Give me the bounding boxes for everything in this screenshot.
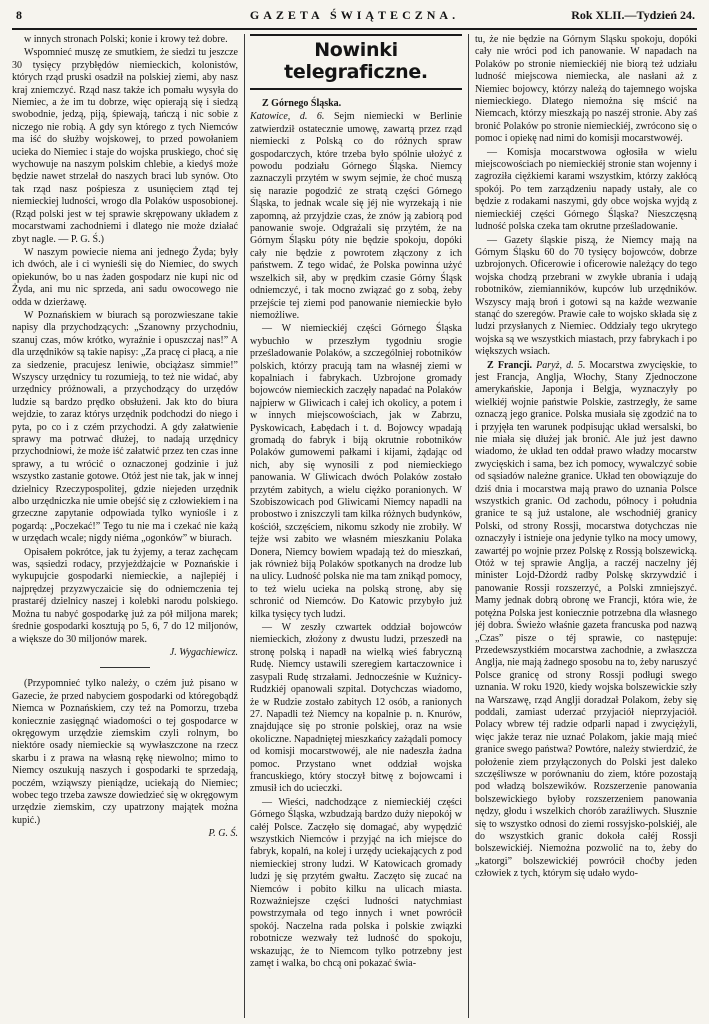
article-paragraph: — Wieści, nadchodzące z niemieckiéj części Górnego Śląska, wzbudzają bardzo duży niepokój w całéj Polsce. Zaczęło się domagać, aby wypędzić wszystkich Niemców i przyjąć na ich miejsce do fabryk, kopalń, na kolej i urzędy uciekających z pod niemieckiej strony ludzi. W Katowicach gromady ludzi ję się przytém gwałtu. Zaczęto się zucać na Niemców i pobito kilku na ulicach miasta. Rozważniejsze części ludności natychmiast powstrzymała od tego innych i wnet powrócił spokój. Naczelna rada polska i polskie związki robotnicze wezwały też ludność do spokoju, wskazując, że to Niemcom tylko potrzebny jest zamęt i walka, bo chcą oni pokazać świa-	[250, 796, 462, 970]
article-paragraph: — W zeszły czwartek oddział bojowców niemieckich, złożony z dwustu ludzi, przeszedł na stronę polską i napadł na wielką wieś fabryczną Rudę. Niemcy ustawili szeregiem kartaczownice i zasypali Rudę strzałami. Jednocześnie w Kuźnicy-Rudzkiéj opanowali szpital. Dotychczas wiadomo, że w Rudzie zostało zabitych 12 osób, a ranionych 27. Napadli też Niemcy na kopalnie p. n. Knurów, znajdujące się po stronie polskiej, oraz na wsie okoliczne. Napadniętej mieszkańcy zażądali pomocy od komisji mocarstwowéj, ale nie nadeszła żadna pomoc. Przystano wnet oddział wojska francuskiego, który stoczył bitwę z bojowcami i zmusił ich do ucieczki.	[250, 622, 462, 795]
newspaper-title: GAZETA ŚWIĄTECZNA.	[249, 8, 460, 22]
article-paragraph: Wspomnieć muszę ze smutkiem, że siedzi tu jeszcze 30 tysięcy przybłędów niemieckich, kolonistów, których rząd pruski osadził na polskiej ziemi, aby nasz kraj zniemczyć. Rząd nasz także ich pomału wysyła do Niemiec, a że im tu dobrze, więc opierają się i siedzą swobodnie, jedzą, piją, śpiewają, tańczą i nic sobie z niczego nie robią. A gdy syn którego z tych Niemców ma iść do służby wojskowej, to przed powołaniem ucieka do Niemiec i staje do wojska pruskiego, choć się wychowuje na naszym polskim chlebie, a kiedyś może będzie nawet strzelał do naszych braci lub synów. Oto tak rząd nasz pośpiesza z usunięciem ztąd tej niemieckiej ludności, wrogo dla Polaków usposobionej. (Rząd polski jest w tej sprawie skrępowany układem z mocarstwami zachodniemi i dlatego nie może działać zbyt nagle. — P. G. Ś.)	[12, 47, 238, 245]
subsection-heading: Z Górnego Śląska.	[262, 98, 342, 109]
issue-info: Rok XLII.—Tydzień 24.	[571, 8, 695, 22]
section-headline: Nowinki telegraficzne.	[250, 34, 462, 90]
dateline: Katowice, d. 6.	[250, 111, 325, 123]
editorial-note: (Przypomnieć tylko należy, o czém już pisano w Gazecie, że przed nabyciem gospodarki od któregobądź Niemca w Poznańskiem, czy też na Pomorzu, trzeba koniecznie zasięgnąć wiadomości o tej gospodarce w okręgowym urzędzie ziemskim czyli rolnym, bo niektóre osady niemieckie są wywłaszczone na rzecz skarbu i z prawa na własną rękę niewolno; mimo to Niemcy oszukują naszych i gospodarki te sprzedają, poczém, wziąwszy pieniądze, uciekają do Niemiec; wobec tego trzeba zawsze dowiedzieć się w okręgowym urzędzie ziemskim, czy upatrzony majątek można kupić.)	[12, 678, 238, 826]
section-separator	[100, 667, 150, 668]
page-number: 8	[16, 8, 22, 22]
article-paragraph: W naszym powiecie niema ani jednego Żyda; były ich dwóch, ale i ci wynieśli się do Niemiec, do swych opiekunów, bo u nas żaden gospodarz nie kupi nic od Żyda, ani mu nic sprzeda, ani sadu owocowego nie odda w dzierżawę.	[12, 246, 238, 308]
column-1	[12, 34, 238, 1018]
article-paragraph: — Gazety śląskie piszą, że Niemcy mają na Górnym Śląsku 60 do 70 tysięcy bojowców, dobrze uzbrojonych. Oficerowie i oficerowie należący do tego wojska chodzą przebrani w zwykłe ubrania i udają robotników, ziemianników, kupców lub urzędników. Wszyscy mają broń i gotowi są na każde wezwanie stanąć do szeregów. Prawie całe to wojsko składa się z ludzi przysłanych z Niemiec. Oddziały tego ukrytego wojska są we wszystkich miastach, przy fabrykach i po większych wsiach.	[475, 234, 697, 358]
masthead	[12, 6, 697, 30]
author-signature: J. Wygachiewicz.	[169, 646, 238, 658]
article-paragraph	[250, 111, 462, 322]
article-paragraph: — Komisja mocarstwowa ogłosiła w wielu miejscowościach po niemieckiéj stronie stan wojenny i zagroziła ciężkiemi karami wszystkim, którzy zakłócą spokój. Po tem zarządzeniu napady ustały, ale co będzie z rodakami naszymi, gdy obce wojska wyjdą z niemieckiéj części Górnego Śląska? Nieszczęsną ludność polska czeka tam okrutne prześladowanie.	[475, 146, 697, 233]
subsection-heading: Z Francji.	[487, 359, 532, 371]
column-3	[475, 34, 697, 1018]
column-divider	[244, 34, 245, 1018]
article-paragraph: tu, że nie będzie na Górnym Śląsku spokoju, dopóki cały nie wróci pod ich panowanie. W napadach na Polaków po stronie niemieckiéj nie biorą też udziału ludność miejscowa niemiecka, ale nasłani aż z Niemiec bojowcy, którzy należą do tajemnego wojska niemieckiego. Dlatego niemożna się mścić na Niemcach, którzy mieszkają po naszéj stronie. Aby zaś bronić Polaków po stronie niemieckiéj, zwrócono się o pomoc i opiekę nad nimi do komisji mocarstwowéj.	[475, 34, 697, 145]
column-divider	[468, 34, 469, 1018]
article-paragraph: Opisałem pokrótce, jak tu żyjemy, a teraz zachęcam was, sąsiedzi rodacy, przyjeżdżajcie w Poznańskie i wykupujcie gospodarki niemieckie, a najlepiéj i najprędzej przyzwyczaicie się do odniemczenia tej prastaréj dzielnicy naszej i kolebki narodu polskiego. Można tu nabyć gospodarkę już za pół miljona marek; średnie gospodarki kosztują po 5, 6, 7 do 12 miljonów, a większe do 30 miljonów marek.	[12, 546, 238, 645]
article-paragraph: — W niemieckiéj części Górnego Śląska wybuchło w przeszłym tygodniu srogie prześladowanie Polaków, a szczególniej robotników polskich, którzy pracują tam na własnéj ziemi w kopalniach i fabrykach. Uzbrojone gromady bojowców niemieckich zaczęły napadać na Polaków najpierw w Gliwicach i całej ich okolicy, a potem i w innych miejscowościach, jak w Zabrzu, Pyskowicach, Łabędach i t. d. Bojowcy wpadają gromadą do fabryk i biją okrutnie robotników Polaków gumowemi pałkami i kijami, żądając od nich, aby się wynosili z pod niemieckiego panowania. W Gliwicach dwóch Polaków zostało przytém zabitych, a wielu ciężko poranionych. W Szobiszowicach pod Gliwicami Niemcy napadli na probostwo i zniszczyli tam kilka różnych budynków, kościół, szczęściem, nikomu szkody nie zrobiły. W tejże wsi zabito we własném mieszkaniu Polaka Donera, Niemcy bowiem wpadają też do mieszkań, jak również biją Polaków spotkanych na drodze lub na ulicy. Ludność polska nie ma tam znikąd pomocy, to też wielu ucieka na polską stronę, aby się schronić od Niemców. Do Katowic przybyło już kilka tysięcy tych ludzi.	[250, 323, 462, 620]
article-text: Sejm niemiecki w Berlinie zatwierdził ostatecznie umowę, zawartą przez rząd niemiecki z Polską co do różnych spraw gospodarczych, które trzeba było spólnie ułożyć z powodu podziału Górnego Śląska. Niemcy zaznaczyli przytém w swym sejmie, że choć muszą się narazie pogodzić ze stratą części Górnego Śląska, to jednak wcale się jéj nie wyrzekają i nie zapomną, aż przyjdzie czas, że znów ją zabiorą pod panowanie swoje. Odgrażali się przytém, że na Górnym Śląsku póty nie będzie spokoju, dopóki cały nie będzie z powrotem złączony z ich państwem. Z tego widać, że Polska powinna użyć wszelkich sił, aby w prędkim czasie Górny Śląsk odniemczyć, i tak mocno związać go z sobą, żeby przejście tej ziemi pod panowanie niemieckie było niemożliwe.	[250, 111, 462, 321]
column-2	[250, 34, 462, 1018]
dateline: Paryż, d. 5.	[536, 359, 586, 371]
article-paragraph	[475, 360, 697, 881]
article-text: Mocarstwa zwycięskie, to jest Francja, Anglja, Włochy, Stany Zjednoczone amerykańskie, Japonja i Belgja, wyznaczyły po wielkiéj wojnie państwie Polskie, zastrzegły, że same oznaczą jego granice. Polska musiała się zgodzić na to i przyjęła ten warunek podpisując układ wersalski, bo nie miała się dłużej jak bronić. Ale już jest dawno wiadomo, że układ ten oddał prawo władzy mocarstw zwycięskich i sama, bez ich pomocy, wywalczyć sobie od sąsiadów należne granice. Układ ten obowiązuje do dziś dnia i mocarstwa mają prawo do uznania Polsce wszystkich granic. Od zachodu, północy i południa granice te są już ustalone, ale wschodniéj granicy Polski, od strony Rossji, mocarstwa dotychczas nie oznaczyły i istnieje ona jedynie tylko na mocy umowy, zawartéj po wojnie przez Polskę z Rossją bolszewicką. Otóż w tej sprawie Anglja, a raczéj naczelny jéj minister Lojd-Dżordż radby Polskę skrzywdzić i panowanie Rossji rozszerzyć, a Polski zmniejszyć. Mamy jednak dobrą obronę we Francji, która wie, że potężna Polska jest koniecznie potrzebna dla własnego jéj dobra. Świeżo właśnie gazeta francuska pod nazwą „Czas” pisze o téj sprawie, co następuje: Przedewszystkiém mocarstwa zachodnie, a zwłaszcza Anglja, nie mają żadnego sposobu na to, żeby naruszyć Polsce granicę od strony Rossji podługi swego uznania. W roku 1920, kiedy wojska bolszewickie szły na Warszawę, rząd Anglji doradzał Polakom, żeby się poddali, zamiast uderzać przyjaciół nieprzyjaciół. Polacy wbrew téj radzie odparli napad i zwyciężyli, więc jakże teraz nie uznać Polakom, jakie mają mieć granice swego państwa? Powtóre, należy stwierdzić, że położenie ziem przyłączonych do Polski jest daleko szczęśliwsze w porównaniu do ziem, które pozostają pod władzą bolszewików. Rozszerzenie panowania bolszewickiego byłoby rozszerzeniem panowania nędzy, głodu i wszelkich chorób zaraźliwych. Słusznie się to wszystko odnosi do ziemi rossyjsko-polskiéj, ale do wszystkich granic dokoła całéj Rossji bolszewickiéj. Niemożna pozwolić na to, żeby do „katorgi” bolszewickiéj powrócił choćby jeden człowiek z tych, którym się udało wydo-	[475, 359, 697, 880]
article-paragraph: W Poznańskiem w biurach są porozwieszane takie napisy dla przychodzących: „Szanowny przychodniu, szanuj czas, mów krótko, wyraźnie i opuszczaj nas!” A dla urzędników są takie napisy: „Za pracę ci płacą, a nie za siedzenie, pracujesz leniwie, obciążasz simmie!” Wszyscy urzędnicy tu rozumieją, to też nie widać, aby urzędnicy próżnowali, a przychodzący do urzędów ludzie są bardzo prędko obsłużeni. Jak kto do biura wejdzie, to zaraz którys urzędnik podchodzi do niego i pyta, po co i z czém przychodzi. A gdy załatwienie sprawy ma potrwać dłużej, to nadają urzędnicy przychodniowi, że może iść załatwić przez ten czas inne sprawy, a tu wrócić o oznaczonej godzinie i już wszystko zastanie gotowe. Otóż jest nie tak, jak w innej dzielnicy Rzeczypospolitej, gdzie niejeden urzędnik albo urzędniczka nie umie obejść się z człowiekiem i na grzeczne zapytanie odpowiada tylko wyniośle i z pogardą: „Poczekać!” Tego tu nie ma i czekać nie każą w urzędach wcale; nigdy niéma „ogonków” w biurach.	[12, 309, 238, 545]
editorial-signature: P. G. Ś.	[208, 828, 238, 840]
article-paragraph: w innych stronach Polski; konie i krowy też dobre.	[24, 34, 228, 45]
